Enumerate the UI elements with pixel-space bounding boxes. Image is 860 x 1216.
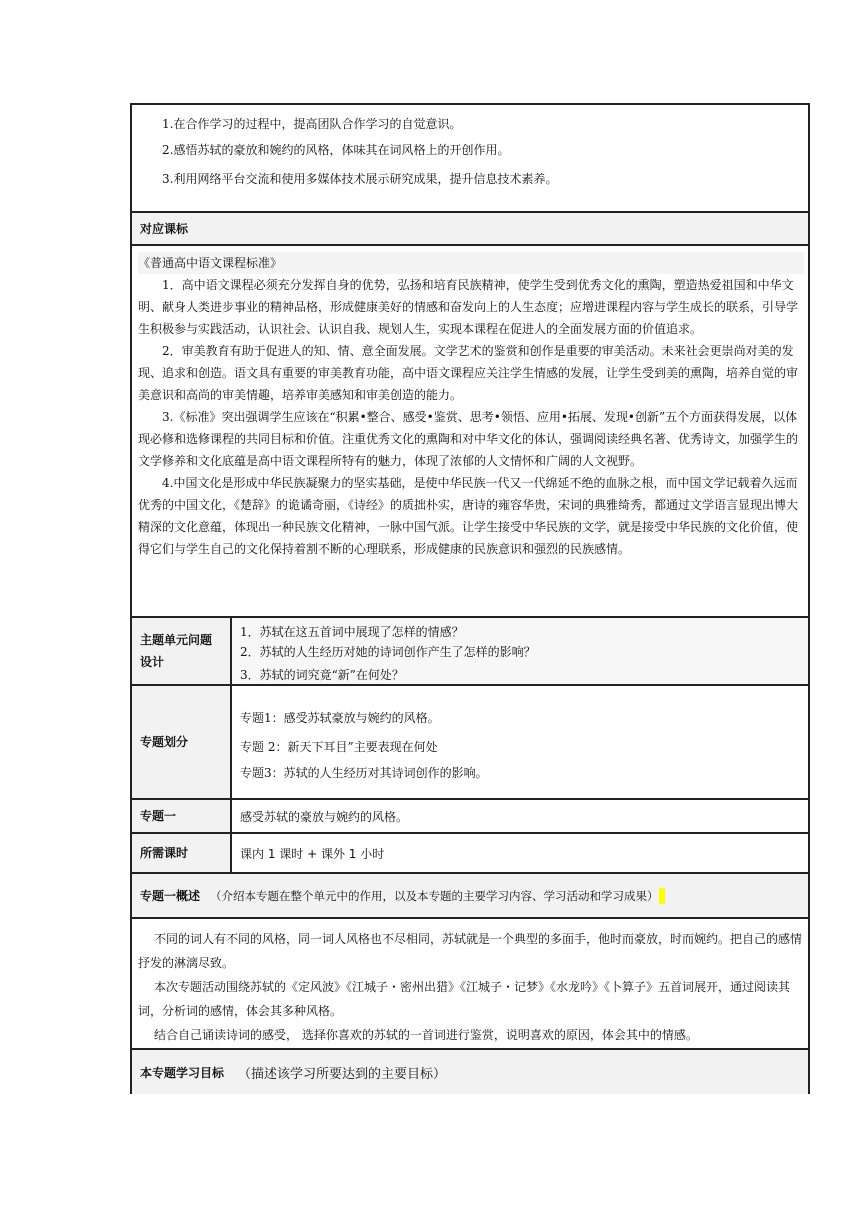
curriculum-paragraph-1: 1．高中语文课程必须充分发挥自身的优势，弘扬和培育民族精神，使学生受到优秀文化的熏陶，塑造热爱祖国和中华文明、献身人类进步事业的精神品格，形成健康美好的情感和奋发向上的人生态度；应增进课程内容与学生成长的联系，引导学生积极参与实践活动，认识社会、认识自我、规划人生，实现本课程在促进人的全面发展方面的价值追求。 [138, 278, 799, 336]
goal-1: 1.在合作学习的过程中，提高团队合作学习的自觉意识。 [162, 117, 462, 131]
questions-row [132, 618, 808, 686]
questions-list [232, 618, 808, 684]
objectives-heading-row [132, 1050, 808, 1094]
hours-row [132, 834, 808, 874]
goal-2: 2.感悟苏轼的豪放和婉约的风格，体味其在词风格上的开创作用。 [162, 143, 510, 157]
topics-list [232, 686, 808, 798]
objectives-note: （描述该学习所要达到的主要目标） [238, 1066, 447, 1082]
overview-heading-row [132, 874, 808, 919]
topics-label: 专题划分 [132, 686, 232, 798]
curriculum-heading: 对应课标 [140, 222, 189, 236]
curriculum-paragraph-4: 4.中国文化是形成中华民族凝聚力的坚实基础，是使中华民族一代又一代绵延不绝的血脉之根，而中国文学记载着久远而优秀的中国文化，《楚辞》的诡谲奇丽，《诗经》的质拙朴实，唐诗的雍容华贵，宋词的典雅绮秀，都通过文学语言显现出博大精深的文化意蕴，体现出一种民族文化精神，一脉中国气派。让学生接受中华民族的文学，就是接受中华民族的文化价值，使得它们与学生自己的文化保持着割不断的心理联系，形成健康的民族意识和强烈的民族感情。 [138, 476, 799, 556]
curriculum-paragraph-3: 3.《标准》突出强调学生应该在“积累•整合、感受•鉴赏、思考•领悟、应用•拓展、发现•创新”五个方面获得发展，以体现必修和选修课程的共同目标和价值。注重优秀文化的熏陶和对中华文化的体认，强调阅读经典名著、优秀诗文，加强学生的文学修养和文化底蕴是高中语文课程所特有的魅力，体现了浓郁的人文情怀和广阔的人文视野。 [138, 410, 799, 468]
question-1: 1．苏轼在这五首词中展现了怎样的情感？ [240, 625, 464, 639]
hours-label: 所需课时 [132, 834, 232, 872]
highlight-mark [659, 888, 665, 904]
overview-paragraph-3: 结合自己诵读诗词的感受， 选择你喜欢的苏轼的一首词进行鉴赏，说明喜欢的原因，体会其中的情感。 [154, 1028, 698, 1042]
curriculum-source: 《普通高中语文课程标准》 [138, 252, 804, 274]
topic-one-label: 专题一 [132, 800, 232, 832]
curriculum-body [132, 246, 808, 618]
curriculum-paragraph-2: 2．审美教育有助于促进人的知、情、意全面发展。文学艺术的鉴赏和创作是重要的审美活动。未来社会更崇尚对美的发现、追求和创造。语文具有重要的审美教育功能，高中语文课程应关注学生情感的发展，让学生受到美的熏陶，培养自觉的审美意识和高尚的审美情趣，培养审美感知和审美创造的能力。 [138, 344, 799, 402]
question-3: 3．苏轼的词究竟“新”在何处？ [240, 668, 404, 682]
overview-heading: 专题一概述 [140, 889, 201, 903]
question-2: 2．苏轼的人生经历对她的诗词创作产生了怎样的影响？ [240, 645, 536, 659]
topic-one-value: 感受苏轼的豪放与婉约的风格。 [240, 809, 409, 824]
questions-label: 主题单元问题设计 [132, 618, 232, 684]
overview-note: （介绍本专题在整个单元中的作用，以及本专题的主要学习内容、学习活动和学习成果） [210, 888, 659, 903]
curriculum-heading-row [132, 213, 808, 246]
overview-paragraph-2: 本次专题活动围绕苏轼的《定风波》《江城子・密州出猎》《江城子・记梦》《水龙吟》《卜算子》五首词展开，通过阅读其词，分析词的感情，体会其多种风格。 [138, 980, 791, 1018]
overview-paragraph-1: 不同的词人有不同的风格，同一词人风格也不尽相同，苏轼就是一个典型的多面手，他时而豪放，时而婉约。把自己的感情抒发的淋漓尽致。 [138, 932, 803, 970]
goal-3: 3.利用网络平台交流和使用多媒体技术展示研究成果，提升信息技术素养。 [162, 172, 558, 186]
topic-2: 专题 2：新天下耳目”主要表现在何处 [240, 740, 438, 754]
overview-body [132, 919, 808, 1050]
hours-value: 课内 1 课时 + 课外 1 小时 [240, 846, 385, 861]
lesson-plan-table [130, 103, 810, 1094]
topics-row [132, 686, 808, 800]
goals-row [132, 103, 808, 213]
topic-3: 专题3：苏轼的人生经历对其诗词创作的影响。 [240, 766, 488, 780]
topic-1: 专题1：感受苏轼豪放与婉约的风格。 [240, 711, 440, 725]
objectives-heading: 本专题学习目标 [140, 1065, 225, 1080]
topic-one-row [132, 800, 808, 834]
